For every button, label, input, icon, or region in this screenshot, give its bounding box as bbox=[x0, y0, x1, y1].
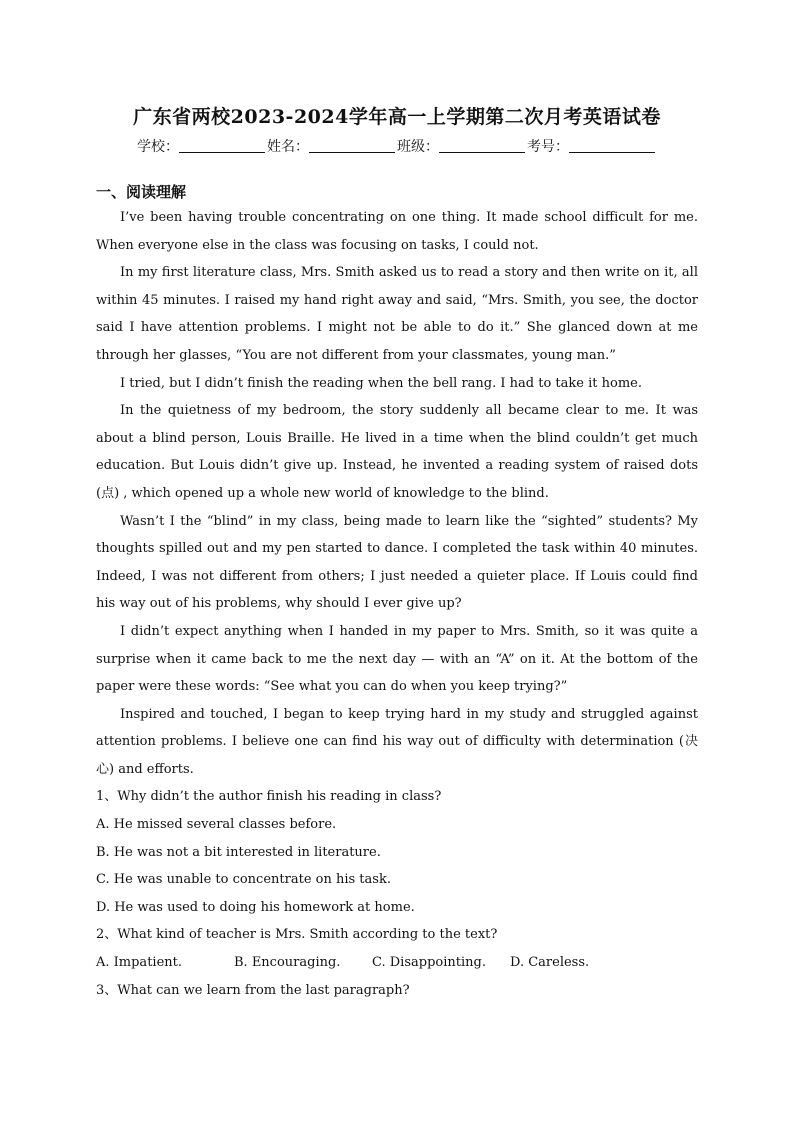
passage-paragraph: Wasn’t I the “blind” in my class, being made to learn like the “sighted” students? My thoughts spilled out and my pen started to dance. I completed the task within 40 minutes. Indeed, I was not different from others; I just needed a quieter place. If Louis could find his way out of his problems, why should I ever give up? bbox=[96, 513, 698, 612]
name-blank[interactable] bbox=[309, 138, 395, 153]
passage-paragraph: Inspired and touched, I began to keep trying hard in my study and struggled against attention problems. I believe one can find his way out of difficulty with determination (决心) and efforts. bbox=[96, 706, 698, 777]
number-label: 考号： bbox=[527, 139, 569, 155]
exam-title: 广东省两校2023-2024学年高一上学期第二次月考英语试卷 bbox=[133, 106, 661, 128]
school-blank[interactable] bbox=[179, 138, 265, 153]
question-stem: 2、What kind of teacher is Mrs. Smith according to the text? bbox=[96, 927, 498, 943]
question-option: A. Impatient. bbox=[96, 955, 182, 971]
passage-paragraph: I tried, but I didn’t finish the reading when the bell rang. I had to take it home. bbox=[120, 375, 642, 391]
student-info-line bbox=[0, 136, 794, 156]
question-stem: 1、Why didn’t the author finish his reading in class? bbox=[96, 789, 442, 805]
number-blank[interactable] bbox=[569, 138, 655, 153]
passage-paragraph: I didn’t expect anything when I handed in my paper to Mrs. Smith, so it was quite a surprise when it came back to me the next day — with an “A” on it. At the bottom of the paper were these words: “See what you can do when you keep trying?” bbox=[96, 623, 698, 695]
passage-paragraph: I’ve been having trouble concentrating on one thing. It made school difficult for me. When everyone else in the class was focusing on tasks, I could not. bbox=[96, 210, 698, 253]
name-label: 姓名： bbox=[267, 139, 309, 155]
question-option: C. Disappointing. bbox=[372, 955, 486, 971]
section-heading: 一、阅读理解 bbox=[96, 183, 187, 201]
question-option: D. He was used to doing his homework at home. bbox=[96, 899, 415, 915]
school-label: 学校： bbox=[137, 139, 179, 155]
question-option: B. Encouraging. bbox=[234, 955, 341, 971]
question-options-row bbox=[96, 949, 698, 977]
passage-paragraph: In my first literature class, Mrs. Smith asked us to read a story and then write on it, all within 45 minutes. I raised my hand right away and said, “Mrs. Smith, you see, the doctor said I have attention problems. I might not be able to do it.” She glanced down at me through her glasses, “You are not different from your classmates, young man.” bbox=[96, 265, 698, 363]
question-stem: 3、What can we learn from the last paragraph? bbox=[96, 982, 410, 998]
class-label: 班级： bbox=[397, 139, 439, 155]
question-option: D. Careless. bbox=[510, 955, 590, 971]
question-option: A. He missed several classes before. bbox=[96, 817, 337, 833]
reading-body bbox=[96, 204, 698, 1004]
question-option: C. He was unable to concentrate on his task. bbox=[96, 872, 391, 888]
question-option: B. He was not a bit interested in literature. bbox=[96, 844, 381, 860]
passage-paragraph: In the quietness of my bedroom, the story suddenly all became clear to me. It was about a blind person, Louis Braille. He lived in a time when the blind couldn’t get much education. But Louis didn’t give up. Instead, he invented a reading system of raised dots (点) , which opened up a whole new world of knowledge to the blind. bbox=[96, 403, 698, 501]
class-blank[interactable] bbox=[439, 138, 525, 153]
